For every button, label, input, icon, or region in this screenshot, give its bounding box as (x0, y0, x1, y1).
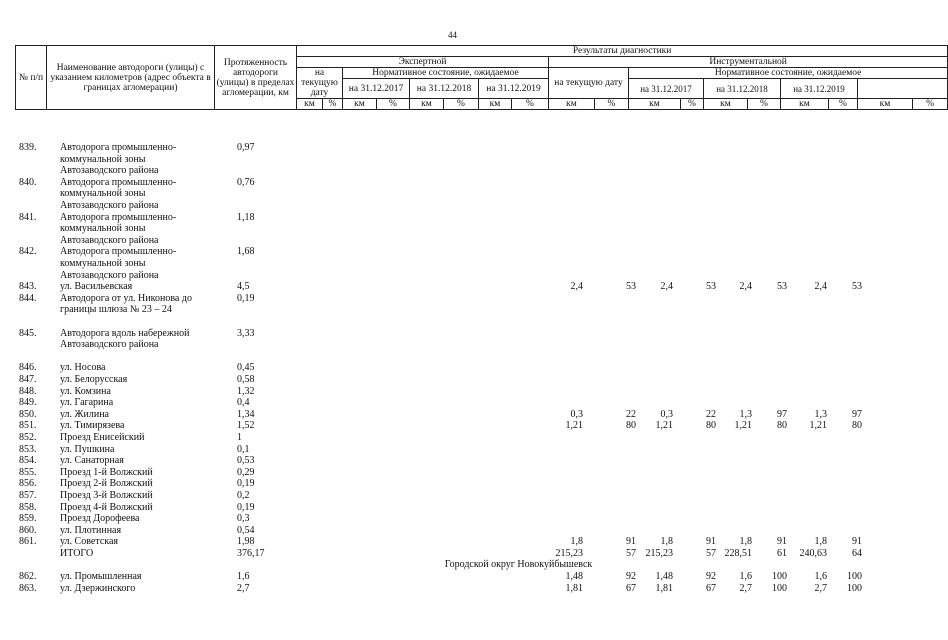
unit-km: км (343, 99, 377, 110)
value-pct: 100 (847, 571, 862, 583)
value-pct: 92 (706, 571, 716, 583)
unit-pct: % (681, 99, 704, 110)
value-km: 1,3 (739, 408, 752, 420)
header-exp-date: на 31.12.2018 (410, 79, 479, 99)
unit-km: км (549, 99, 595, 110)
header-instr-date: на 31.12.2017 (629, 79, 704, 99)
value-pct: 97 (852, 408, 862, 420)
value-pct: 91 (626, 536, 636, 548)
road-length: 3,33 (237, 327, 255, 339)
header-normative-expert: Нормативное состояние, ожидаемое (343, 68, 549, 79)
table-row (15, 513, 862, 525)
road-length: 1,34 (237, 408, 255, 420)
value-km: 1,21 (565, 420, 583, 432)
road-length: 1 (237, 431, 242, 443)
value-pct: 53 (852, 281, 862, 293)
header-expert: Экспертной (297, 57, 549, 68)
road-length: 1,52 (237, 420, 255, 432)
table-row (15, 490, 862, 502)
road-length: 0,2 (237, 489, 250, 501)
value-pct: 91 (706, 536, 716, 548)
road-length: 0,76 (237, 176, 255, 188)
road-length: 0,19 (237, 292, 255, 304)
row-number: 857. (19, 489, 37, 501)
value-km: 1,81 (655, 582, 673, 594)
value-pct: 100 (772, 582, 787, 594)
road-length: 0,19 (237, 478, 255, 490)
road-length: 1,98 (237, 536, 255, 548)
road-name: Проезд 2-й Волжский (60, 478, 153, 490)
table-row (15, 142, 862, 177)
value-km: 240,63 (799, 547, 827, 559)
value-km: 1,6 (814, 571, 827, 583)
value-km: 2,4 (739, 281, 752, 293)
table-header (15, 45, 948, 110)
table-row (15, 444, 862, 456)
value-pct: 67 (706, 582, 716, 594)
value-pct: 61 (777, 547, 787, 559)
road-name: Проезд Дорофеева (60, 513, 140, 525)
table-row (15, 467, 862, 479)
value-pct: 92 (626, 571, 636, 583)
unit-km: км (479, 99, 512, 110)
row-number: 856. (19, 478, 37, 490)
row-number: 859. (19, 513, 37, 525)
road-name: Проезд 3-й Волжский (60, 489, 153, 501)
road-name: ул. Гагарина (60, 397, 114, 409)
row-number: 848. (19, 385, 37, 397)
row-number: 844. (19, 292, 37, 304)
table-row (15, 374, 862, 386)
road-length: 1,18 (237, 211, 255, 223)
value-pct: 22 (626, 408, 636, 420)
value-km: 2,4 (814, 281, 827, 293)
value-km: 1,8 (660, 536, 673, 548)
unit-km: км (704, 99, 748, 110)
header-current-instr: на текущую дату (549, 68, 629, 99)
value-km: 1,21 (809, 420, 827, 432)
value-pct: 100 (847, 582, 862, 594)
header-results: Результаты диагностики (297, 46, 948, 57)
value-km: 1,21 (655, 420, 673, 432)
header-instr-date: на 31.12.2019 (781, 79, 858, 99)
row-number: 860. (19, 524, 37, 536)
row-number: 850. (19, 408, 37, 420)
road-name: ИТОГО (60, 547, 94, 559)
table-row (15, 177, 862, 212)
value-pct: 80 (626, 420, 636, 432)
table-body (15, 142, 862, 594)
row-number: 853. (19, 443, 37, 455)
value-km: 215,23 (555, 547, 583, 559)
row-number: 846. (19, 362, 37, 374)
unit-km: км (781, 99, 829, 110)
value-km: 1,3 (814, 408, 827, 420)
road-name: Проезд 4-й Волжский (60, 501, 153, 513)
value-pct: 80 (777, 420, 787, 432)
road-length: 1,6 (237, 571, 250, 583)
road-name: ул. Тимирязева (60, 420, 125, 432)
unit-pct: % (377, 99, 410, 110)
header-exp-date: на 31.12.2019 (479, 79, 549, 99)
row-number: 858. (19, 501, 37, 513)
road-name: ул. Дзержинского (60, 582, 136, 594)
table-row (15, 583, 862, 595)
road-name: Проезд Енисейский (60, 431, 145, 443)
table-row (15, 386, 862, 398)
header-current-expert: на текущую дату (297, 68, 343, 99)
table-row (15, 293, 862, 328)
road-length: 1,68 (237, 246, 255, 258)
value-pct: 100 (772, 571, 787, 583)
row-number: 855. (19, 466, 37, 478)
unit-pct: % (323, 99, 343, 110)
road-name: Проезд 1-й Волжский (60, 466, 153, 478)
road-length: 376,17 (237, 547, 265, 559)
road-length: 0,3 (237, 513, 250, 525)
value-pct: 80 (706, 420, 716, 432)
table-row (15, 536, 862, 548)
table-row (15, 212, 862, 247)
table-row (15, 525, 862, 537)
row-number: 841. (19, 211, 37, 223)
road-name: Автодорога промышленно-коммунальной зоны Автозаводского района (60, 246, 177, 281)
table-row (15, 328, 862, 363)
road-name: Автодорога вдоль набережной Автозаводского района (60, 327, 190, 351)
table-row (15, 362, 862, 374)
road-name: ул. Пушкина (60, 443, 115, 455)
unit-km: км (410, 99, 444, 110)
table-row (15, 432, 862, 444)
section-heading: Городской округ Новокуйбышевск (444, 559, 593, 571)
header-instr-date-spacer (858, 79, 948, 99)
road-name: Автодорога промышленно-коммунальной зоны Автозаводского района (60, 211, 177, 246)
value-pct: 53 (626, 281, 636, 293)
road-length: 0,4 (237, 397, 250, 409)
value-pct: 53 (777, 281, 787, 293)
road-name: ул. Промышленная (60, 571, 142, 583)
road-name: ул. Санаторная (60, 455, 124, 467)
value-km: 1,8 (739, 536, 752, 548)
row-number: 842. (19, 246, 37, 258)
row-number: 847. (19, 373, 37, 385)
road-name: ул. Плотинная (60, 524, 122, 536)
road-length: 1,32 (237, 385, 255, 397)
table-row (15, 502, 862, 514)
value-km: 228,51 (724, 547, 752, 559)
road-name: ул. Носова (60, 362, 106, 374)
row-number: 851. (19, 420, 37, 432)
road-name: Автодорога от ул. Никонова до границы шлюза № 23 – 24 (60, 292, 192, 316)
header-length: Протяженность автодороги (улицы) в пределах агломерации, км (215, 46, 297, 110)
value-km: 2,4 (570, 281, 583, 293)
road-name: Автодорога промышленно-коммунальной зоны Автозаводского района (60, 142, 177, 177)
road-length: 2,7 (237, 582, 250, 594)
road-length: 0,58 (237, 373, 255, 385)
header-normative-instr: Нормативное состояние, ожидаемое (629, 68, 948, 79)
road-length: 4,5 (237, 281, 250, 293)
value-pct: 97 (777, 408, 787, 420)
unit-pct: % (512, 99, 549, 110)
value-km: 2,7 (739, 582, 752, 594)
value-km: 0,3 (570, 408, 583, 420)
row-number: 839. (19, 142, 37, 153)
road-name: Автодорога промышленно-коммунальной зоны Автозаводского района (60, 176, 177, 211)
value-km: 2,7 (814, 582, 827, 594)
table-row (15, 478, 862, 490)
unit-pct: % (444, 99, 479, 110)
value-km: 1,21 (734, 420, 752, 432)
table-row (15, 281, 862, 293)
value-pct: 53 (706, 281, 716, 293)
value-km: 1,48 (655, 571, 673, 583)
road-length: 0,45 (237, 362, 255, 374)
header-name: Наименование автодороги (улицы) с указанием километров (адрес объекта в границах агломерации) (47, 46, 215, 110)
value-pct: 91 (852, 536, 862, 548)
value-km: 1,48 (565, 571, 583, 583)
value-km: 1,6 (739, 571, 752, 583)
header-exp-date: на 31.12.2017 (343, 79, 410, 99)
row-number: 852. (19, 431, 37, 443)
unit-pct: % (748, 99, 781, 110)
unit-pct: % (829, 99, 858, 110)
row-number: 861. (19, 536, 37, 548)
unit-km: км (297, 99, 323, 110)
table-row (15, 246, 862, 281)
road-length: 0,29 (237, 466, 255, 478)
value-pct: 91 (777, 536, 787, 548)
page-number: 44 (448, 30, 457, 40)
table-row (15, 397, 862, 409)
table-row (15, 409, 862, 421)
road-length: 0,54 (237, 524, 255, 536)
header-num: № п/п (16, 46, 47, 110)
row-number: 854. (19, 455, 37, 467)
value-pct: 64 (852, 547, 862, 559)
unit-km: км (629, 99, 681, 110)
table-row (15, 548, 862, 560)
table-row (15, 571, 862, 583)
value-pct: 57 (626, 547, 636, 559)
value-pct: 22 (706, 408, 716, 420)
table-row (15, 455, 862, 467)
road-length: 0,53 (237, 455, 255, 467)
row-number: 849. (19, 397, 37, 409)
value-km: 1,8 (570, 536, 583, 548)
value-km: 0,3 (660, 408, 673, 420)
road-name: ул. Белорусская (60, 373, 128, 385)
header-instr-date: на 31.12.2018 (704, 79, 781, 99)
header-instrumental: Инструментальной (549, 57, 948, 68)
value-km: 215,23 (645, 547, 673, 559)
road-length: 0,19 (237, 501, 255, 513)
road-name: ул. Советская (60, 536, 118, 548)
value-km: 1,81 (565, 582, 583, 594)
row-number: 840. (19, 176, 37, 188)
row-number: 862. (19, 571, 37, 583)
row-number: 845. (19, 327, 37, 339)
unit-km: км (858, 99, 913, 110)
table-row (15, 420, 862, 432)
value-pct: 67 (626, 582, 636, 594)
value-km: 1,8 (814, 536, 827, 548)
unit-pct: % (913, 99, 948, 110)
value-pct: 80 (852, 420, 862, 432)
value-km: 2,4 (660, 281, 673, 293)
row-number: 863. (19, 582, 37, 594)
road-name: ул. Васильевская (60, 281, 133, 293)
road-name: ул. Комзина (60, 385, 111, 397)
road-name: ул. Жилина (60, 408, 109, 420)
road-length: 0,1 (237, 443, 250, 455)
unit-pct: % (595, 99, 629, 110)
row-number: 843. (19, 281, 37, 293)
road-length: 0,97 (237, 142, 255, 153)
value-pct: 57 (706, 547, 716, 559)
